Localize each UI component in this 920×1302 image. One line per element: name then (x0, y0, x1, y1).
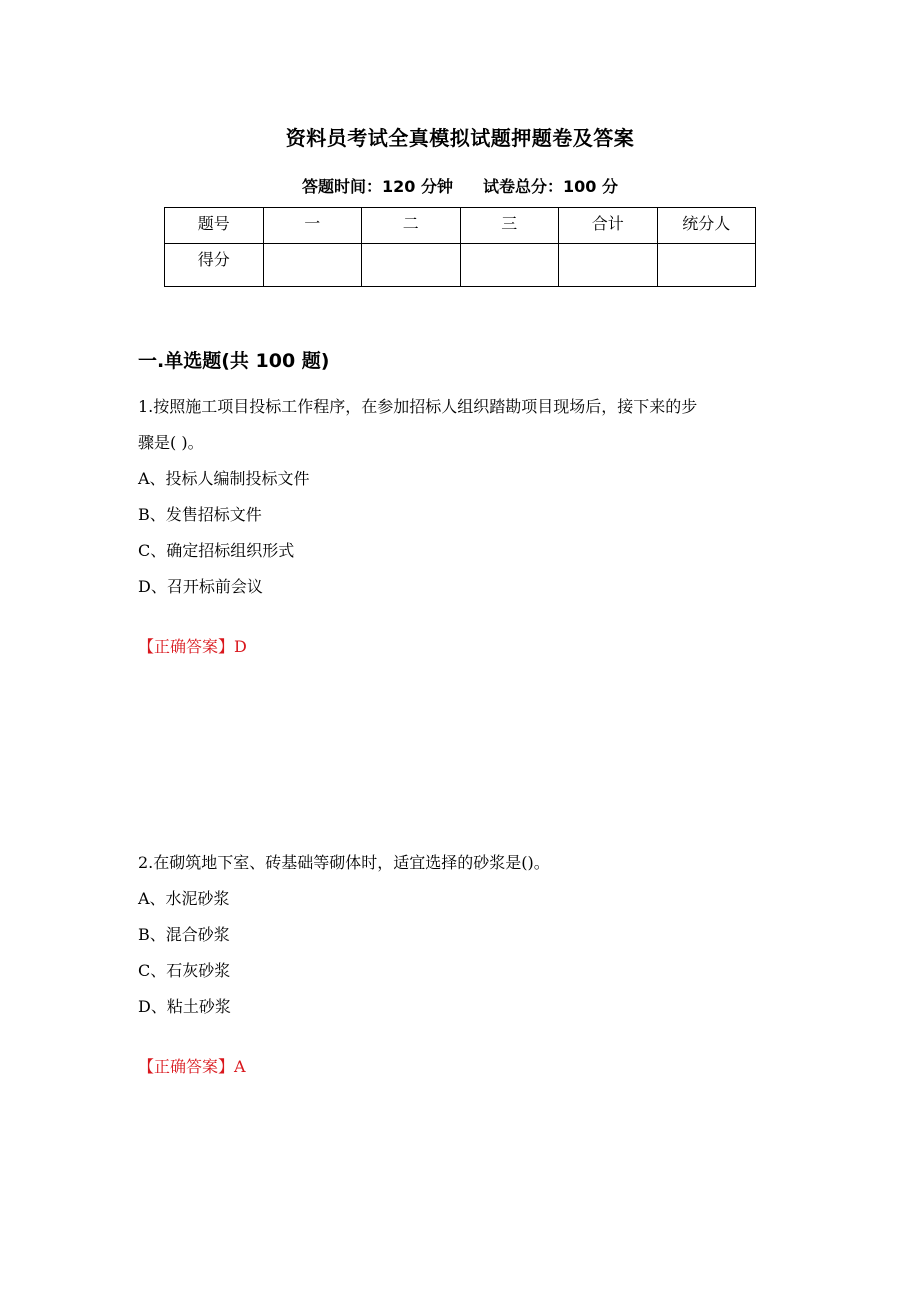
score-table-header: 合计 (559, 208, 658, 244)
question-stem: 2.在砌筑地下室、砖基础等砌体时，适宜选择的砂浆是()。 (138, 853, 550, 872)
score-cell (559, 244, 658, 287)
exam-meta (0, 174, 920, 197)
question-2 (138, 845, 798, 1079)
question-stem-continued: 骤是( )。 (138, 433, 204, 452)
question-stem: 1.按照施工项目投标工作程序，在参加招标人组织踏勘项目现场后，接下来的步 (138, 397, 698, 416)
option-c: C、石灰砂浆 (138, 961, 231, 980)
document-title: 资料员考试全真模拟试题押题卷及答案 (285, 126, 635, 150)
correct-answer: 【正确答案】A (138, 1057, 246, 1076)
option-b: B、发售招标文件 (138, 505, 262, 524)
score-cell (460, 244, 559, 287)
question-1 (138, 389, 798, 659)
score-table-header: 二 (362, 208, 461, 244)
score-table (164, 207, 756, 287)
score-cell (362, 244, 461, 287)
exam-total-score: 试卷总分：100 分 (483, 177, 618, 196)
option-c: C、确定招标组织形式 (138, 541, 295, 560)
exam-time: 答题时间：120 分钟 (302, 177, 453, 196)
score-table-header-row (165, 208, 756, 244)
correct-answer: 【正确答案】D (138, 637, 247, 656)
score-table-header: 一 (263, 208, 362, 244)
score-table-header: 统分人 (657, 208, 756, 244)
option-d: D、召开标前会议 (138, 577, 263, 596)
score-row-label: 得分 (165, 244, 264, 287)
score-table-score-row (165, 244, 756, 287)
option-d: D、粘土砂浆 (138, 997, 231, 1016)
score-table-header: 题号 (165, 208, 264, 244)
section-title: 一.单选题(共 100 题) (138, 350, 330, 372)
score-cell (657, 244, 756, 287)
option-a: A、水泥砂浆 (138, 889, 230, 908)
option-a: A、投标人编制投标文件 (138, 469, 310, 488)
score-cell (263, 244, 362, 287)
option-b: B、混合砂浆 (138, 925, 230, 944)
score-table-header: 三 (460, 208, 559, 244)
